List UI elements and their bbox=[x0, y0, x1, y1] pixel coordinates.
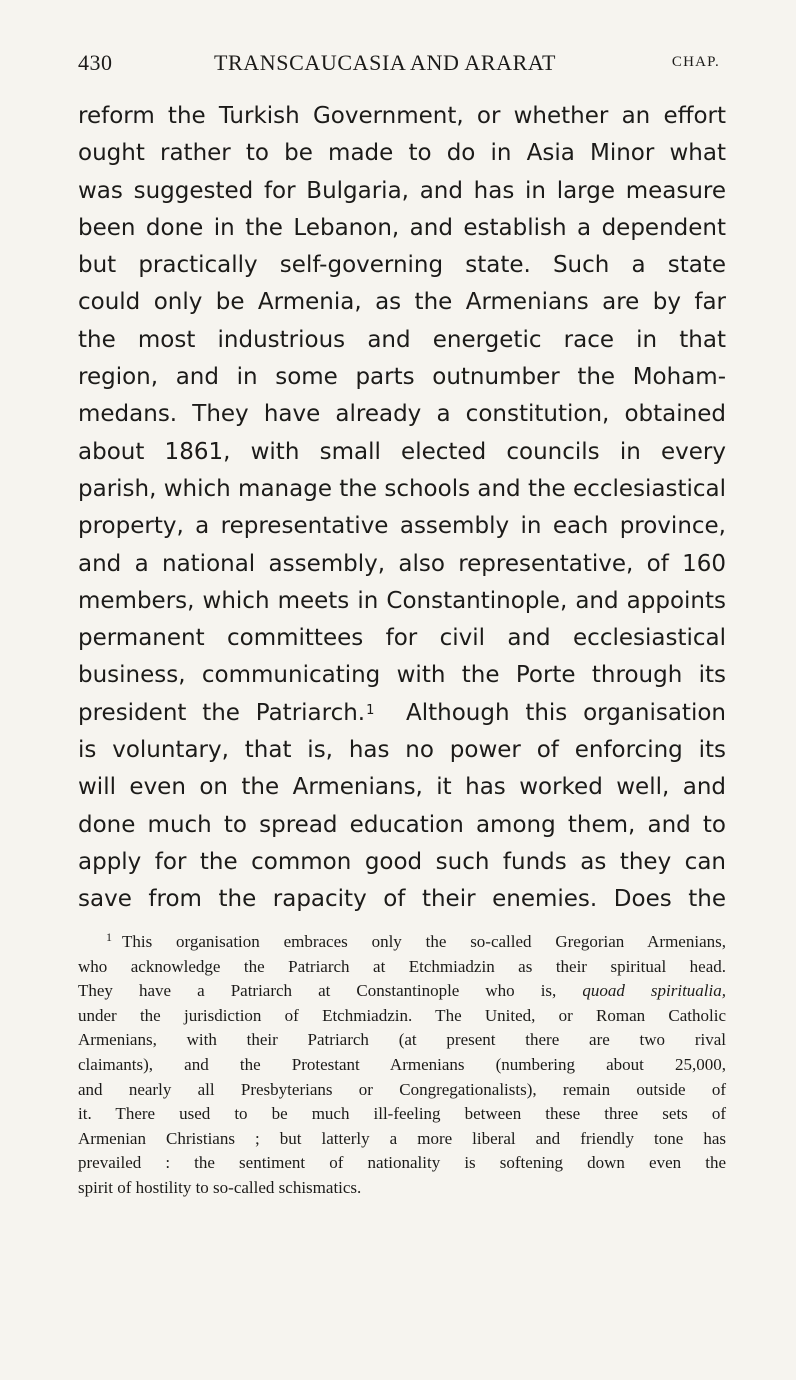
running-title: TRANSCAUCASIA AND ARARAT bbox=[214, 50, 557, 75]
text-line: parish, which manage the schools and the ecclesiastical bbox=[78, 475, 726, 502]
chapter-label: CHAP. bbox=[671, 54, 720, 70]
text-fragment: Although this organisation bbox=[405, 699, 726, 726]
footnote-line: it. There used to be much ill-feeling between these three sets of bbox=[78, 1104, 726, 1124]
text-line: been done in the Lebanon, and establish a dependent bbox=[78, 214, 726, 241]
footnote-line bbox=[78, 930, 726, 955]
text-line: about 1861, with small elected councils in every bbox=[78, 438, 726, 465]
text-line: the most industrious and energetic race in that bbox=[78, 326, 726, 353]
text-line: permanent committees for civil and ecclesiastical bbox=[78, 625, 726, 652]
text-line: but practically self-governing state. Such a state bbox=[78, 252, 726, 279]
footnote-line: who acknowledge the Patriarch at Etchmiadzin as their spiritual head. bbox=[78, 956, 726, 976]
text-line: apply for the common good such funds as they can bbox=[78, 848, 726, 875]
text-line-with-footnote-ref bbox=[78, 695, 726, 732]
footnote-line: spirit of hostility to so-called schismatics. bbox=[78, 1177, 362, 1197]
text-line: medans. They have already a constitution, obtained bbox=[78, 401, 726, 428]
text-line: could only be Armenia, as the Armenians are by far bbox=[78, 289, 726, 316]
footnote-text: This organisation embraces only the so-called Gregorian Armenians, bbox=[122, 932, 726, 951]
text-line: region, and in some parts outnumber the Moham- bbox=[78, 364, 726, 391]
text-line: save from the rapacity of their enemies. Does the bbox=[78, 886, 726, 913]
page-number: 430 bbox=[78, 50, 113, 75]
footnote-line bbox=[78, 979, 726, 1004]
footnote-reference[interactable]: 1 bbox=[366, 702, 375, 718]
footnote-text: They have a Patriarch at Constantinople who is, bbox=[78, 981, 557, 1001]
footnote-line: Armenians, with their Patriarch (at present there are two rival bbox=[78, 1030, 726, 1050]
text-line: done much to spread education among them, and to bbox=[78, 811, 726, 838]
footnote-marker: 1 bbox=[106, 930, 112, 944]
footnote bbox=[78, 930, 726, 1201]
footnote-line: prevailed : the sentiment of nationality is softening down even the bbox=[78, 1153, 726, 1173]
text-line: is voluntary, that is, has no power of enforcing its bbox=[78, 737, 726, 764]
text-line: will even on the Armenians, it has worked well, and bbox=[78, 774, 726, 801]
text-line: reform the Turkish Government, or whether an effort bbox=[78, 103, 726, 129]
main-text bbox=[78, 98, 726, 919]
running-head bbox=[78, 50, 720, 80]
footnote-line: and nearly all Presbyterians or Congregationalists), remain outside of bbox=[78, 1079, 726, 1099]
text-line: property, a representative assembly in each province, bbox=[78, 513, 726, 540]
footnote-line: Armenian Christians ; but latterly a more liberal and friendly tone has bbox=[78, 1128, 726, 1148]
footnote-line: under the jurisdiction of Etchmiadzin. The United, or Roman Catholic bbox=[78, 1005, 726, 1025]
text-line: was suggested for Bulgaria, and has in large measure bbox=[78, 177, 726, 204]
text-fragment: president the Patriarch. bbox=[78, 699, 366, 726]
text-line: and a national assembly, also representative, of 160 bbox=[78, 550, 726, 577]
text-line: ought rather to be made to do in Asia Minor what bbox=[78, 140, 726, 167]
text-line: business, communicating with the Porte through its bbox=[78, 662, 726, 689]
latin-phrase: quoad spiritualia, bbox=[582, 981, 726, 1001]
text-line: members, which meets in Constantinople, and appoints bbox=[78, 587, 726, 614]
footnote-line: claimants), and the Protestant Armenians (numbering about 25,000, bbox=[78, 1054, 726, 1074]
